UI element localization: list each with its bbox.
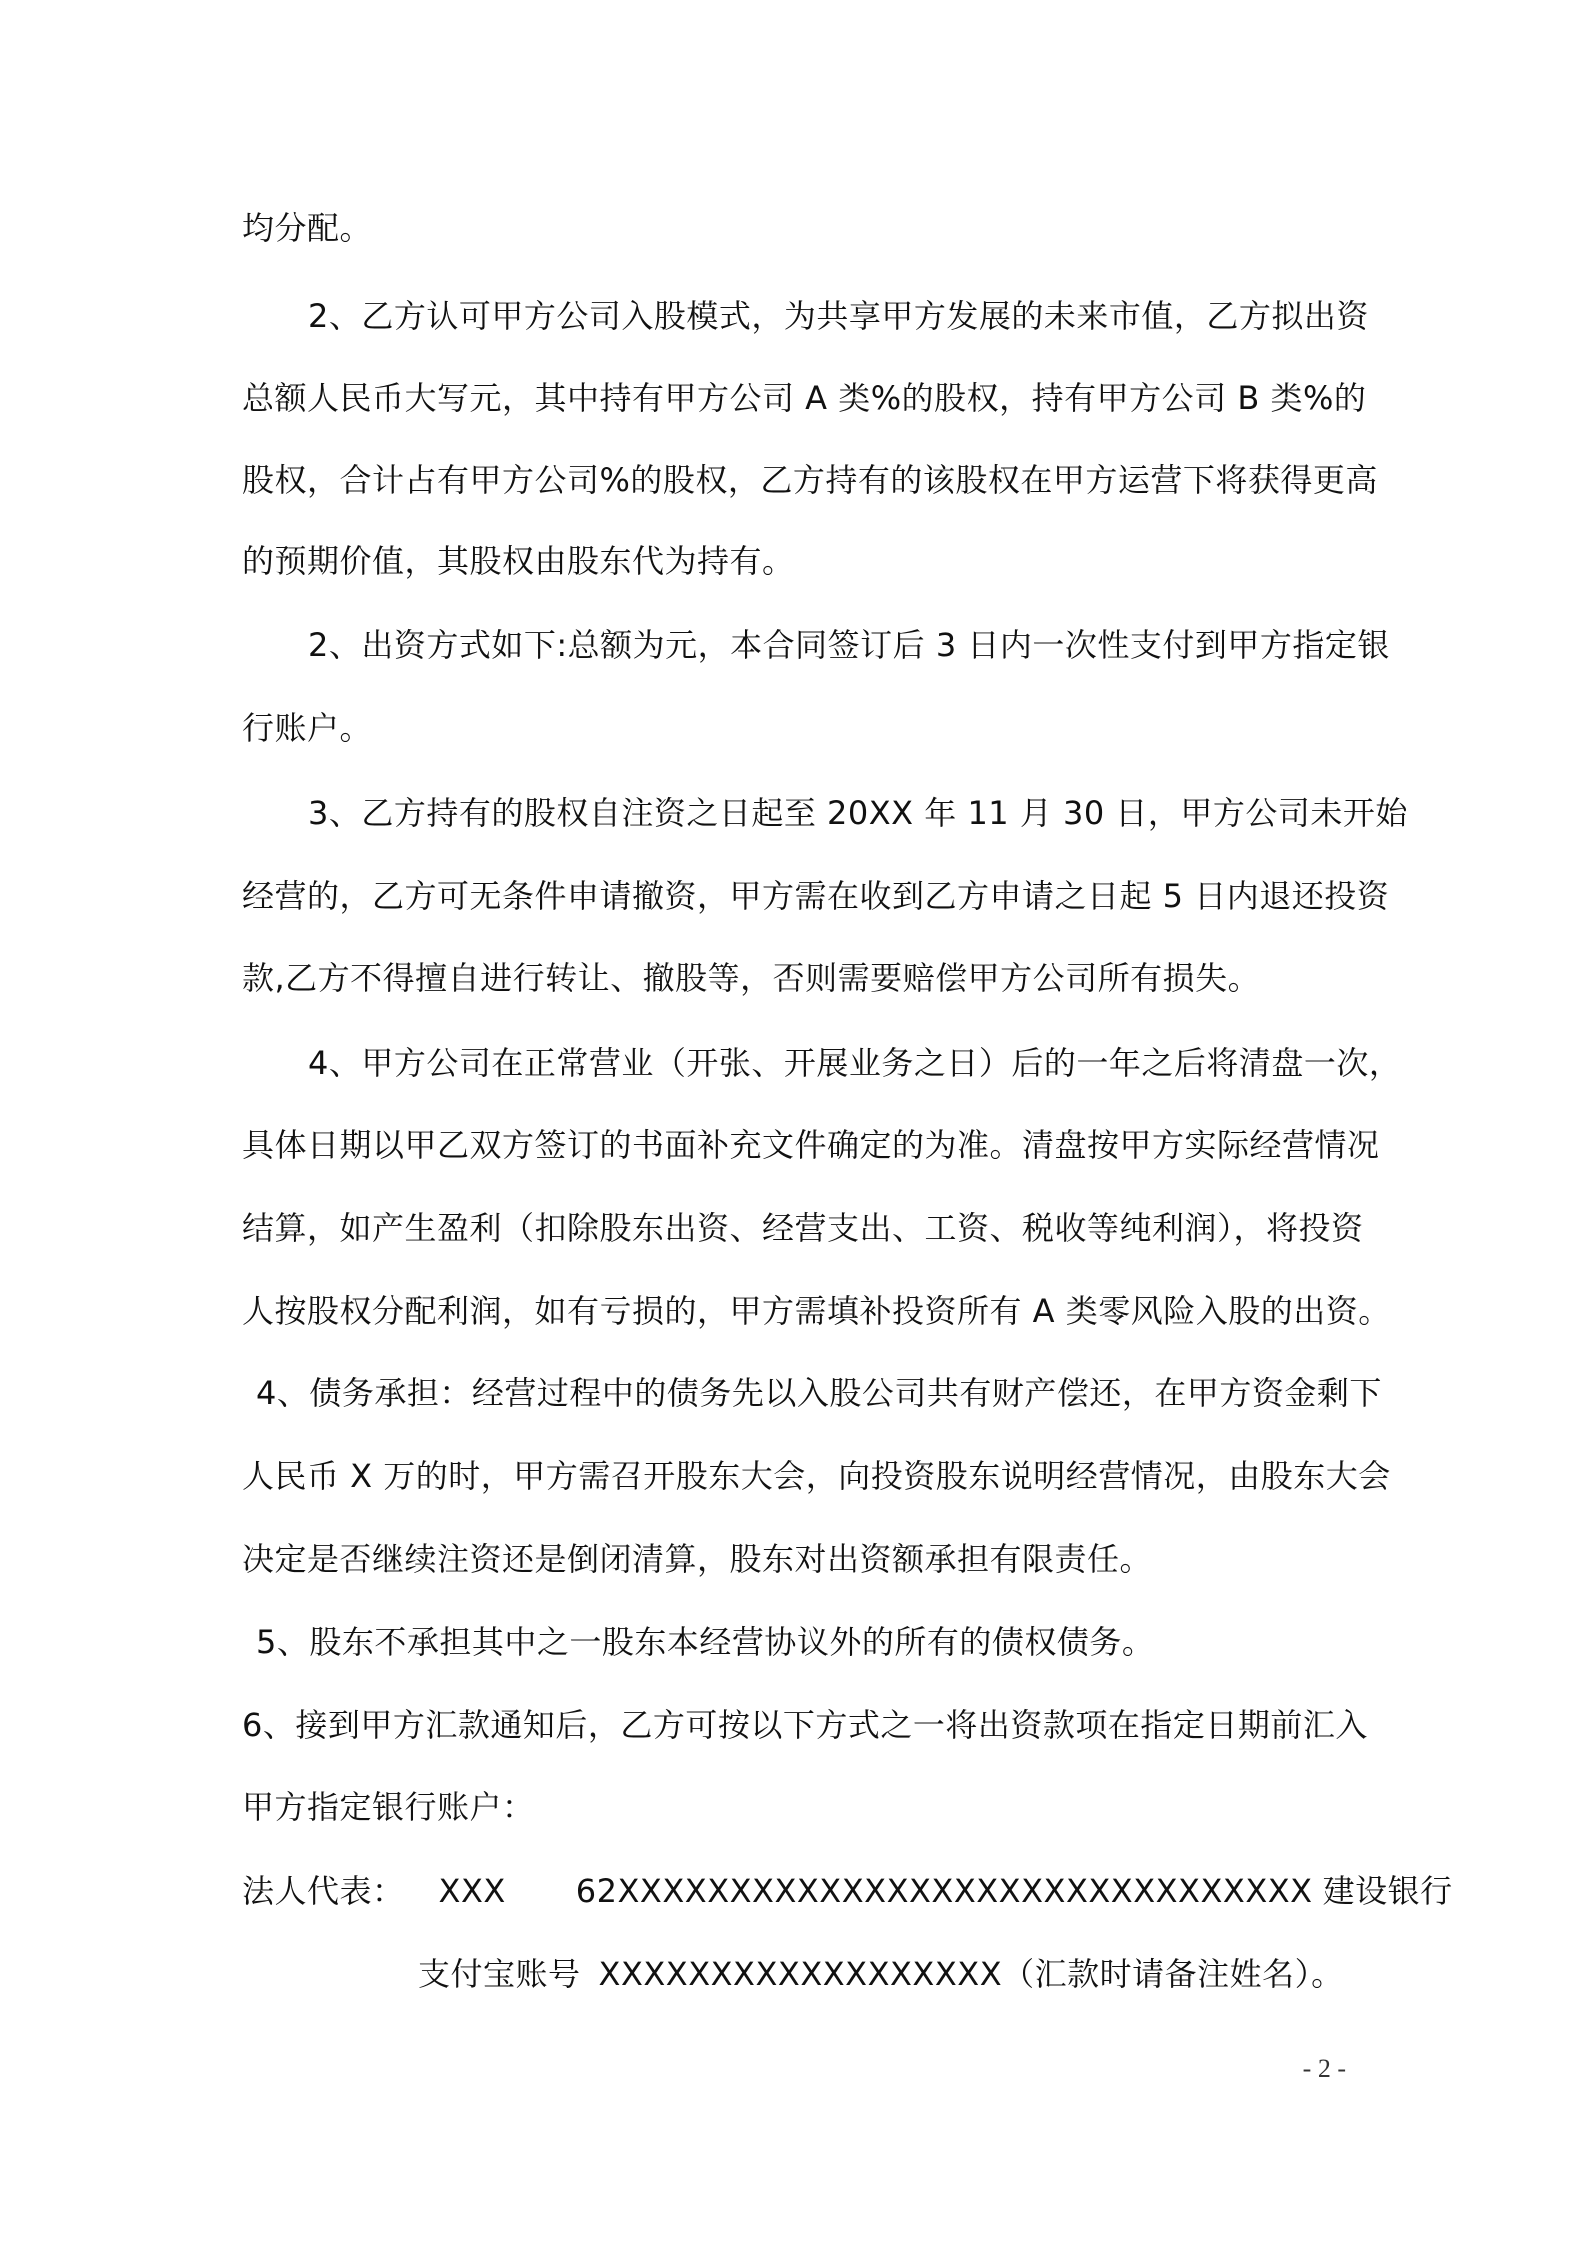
clause-4-line: 4、甲方公司在正常营业（开张、开展业务之日）后的一年之后将清盘一次， — [308, 1044, 1402, 1082]
paragraph-line: 结算，如产生盈利（扣除股东出资、经营支出、工资、税收等纯利润），将投资 — [242, 1209, 1364, 1247]
alipay-line — [418, 1954, 1344, 1994]
paragraph-line: 总额人民币大写元，其中持有甲方公司 A 类%的股权，持有甲方公司 B 类%的 — [242, 379, 1367, 417]
paragraph-line: 决定是否继续注资还是倒闭清算，股东对出资额承担有限责任。 — [242, 1540, 1153, 1578]
alipay-note: （汇款时请备注姓名）。 — [1002, 1955, 1344, 1993]
paragraph-line: 人民币 X 万的时，甲方需召开股东大会，向投资股东说明经营情况，由股东大会 — [242, 1457, 1391, 1495]
paragraph-line: 经营的，乙方可无条件申请撤资，甲方需在收到乙方申请之日起 5 日内退还投资 — [242, 877, 1390, 915]
clause-3-line: 3、乙方持有的股权自注资之日起至 20XX 年 11 月 30 日，甲方公司未开始 — [308, 794, 1408, 832]
paragraph-line: 均分配。 — [242, 209, 373, 247]
paragraph-line: 股权，合计占有甲方公司%的股权，乙方持有的该股权在甲方运营下将获得更高 — [242, 461, 1378, 499]
paragraph-line: 甲方指定银行账户： — [242, 1788, 535, 1826]
clause-2-line: 2、乙方认可甲方公司入股模式，为共享甲方发展的未来市值，乙方拟出资 — [308, 297, 1369, 335]
paragraph-line: 的预期价值，其股权由股东代为持有。 — [242, 542, 795, 580]
alipay-account: XXXXXXXXXXXXXXXXXX — [598, 1955, 1003, 1993]
clause-6-line: 6、接到甲方汇款通知后，乙方可按以下方式之一将出资款项在指定日期前汇入 — [242, 1706, 1368, 1744]
paragraph-line: 款,乙方不得擅自进行转让、撤股等，否则需要赔偿甲方公司所有损失。 — [242, 959, 1261, 997]
paragraph-line: 具体日期以甲乙双方签订的书面补充文件确定的为准。清盘按甲方实际经营情况 — [242, 1126, 1380, 1164]
bank-account-number: 62XXXXXXXXXXXXXXXXXXXXXXXXXXXXXXX — [575, 1872, 1313, 1910]
clause-4b-line: 4、债务承担：经营过程中的债务先以入股公司共有财产偿还，在甲方资金剩下 — [256, 1374, 1382, 1412]
legal-representative-label: 法人代表： — [242, 1872, 405, 1910]
clause-2b-line: 2、出资方式如下:总额为元，本合同签订后 3 日内一次性支付到甲方指定银 — [308, 626, 1390, 664]
paragraph-line: 行账户。 — [242, 709, 373, 747]
paragraph-line: 人按股权分配利润，如有亏损的，甲方需填补投资所有 A 类零风险入股的出资。 — [242, 1292, 1391, 1330]
legal-representative-name: XXX — [438, 1872, 506, 1910]
bank-account-line — [242, 1871, 1453, 1911]
page-number: - 2 - — [1302, 2054, 1346, 2083]
clause-5-line: 5、股东不承担其中之一股东本经营协议外的所有的债权债务。 — [256, 1623, 1155, 1661]
bank-name: 建设银行 — [1322, 1872, 1453, 1910]
alipay-label: 支付宝账号 — [418, 1955, 581, 1993]
